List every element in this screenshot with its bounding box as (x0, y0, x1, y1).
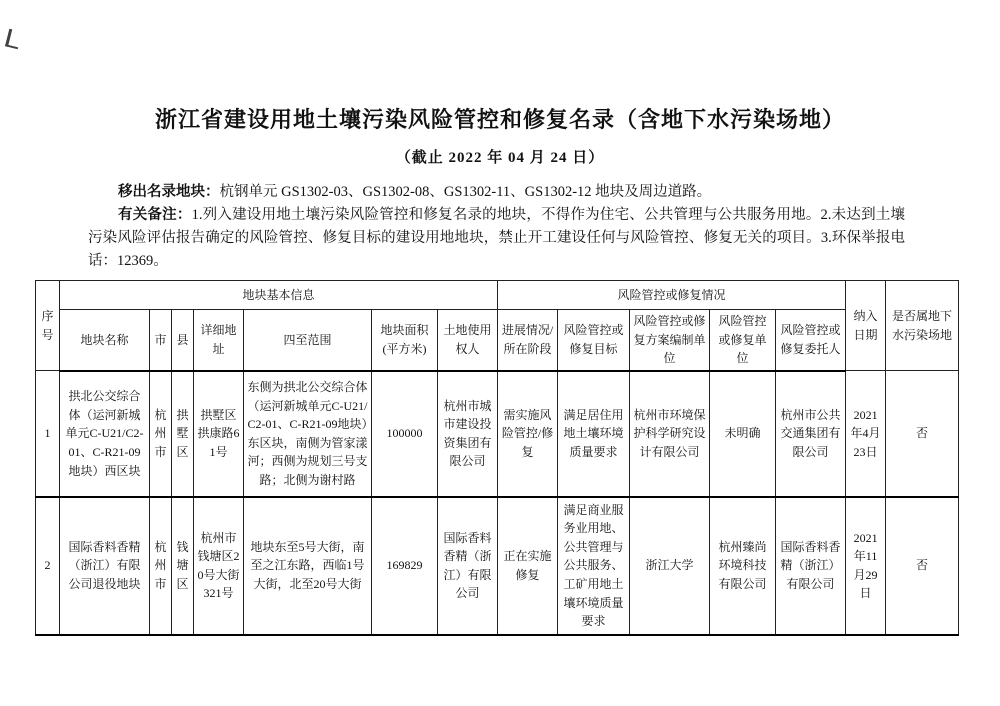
header-target: 风险管控或修复目标 (558, 310, 630, 371)
cell-address: 杭州市钱塘区20号大街321号 (194, 497, 244, 635)
cell-groundwater: 否 (886, 497, 959, 635)
cell-progress: 需实施风险管控/修复 (498, 371, 558, 497)
cell-target: 满足商业服务业用地、公共管理与公共服务、工矿用地土壤环境质量要求 (558, 497, 630, 635)
cell-repair-unit: 杭州臻尚环境科技有限公司 (710, 497, 776, 635)
cell-county: 拱墅区 (172, 371, 194, 497)
cell-client: 国际香料香精（浙江）有限公司 (776, 497, 846, 635)
cell-land-user: 国际香料香精（浙江）有限公司 (438, 497, 498, 635)
cell-plan-unit: 浙江大学 (630, 497, 710, 635)
page-title: 浙江省建设用地土壤污染风险管控和修复名录（含地下水污染场地） (154, 107, 845, 132)
header-plot-name: 地块名称 (60, 310, 150, 371)
header-county: 县 (172, 310, 194, 371)
cell-city: 杭州市 (150, 497, 172, 635)
cell-target: 满足居住用地土壤环境质量要求 (558, 371, 630, 497)
cell-plot-name: 拱北公交综合体（运河新城单元C-U21/C2-01、C-R21-09地块）西区块 (60, 371, 150, 497)
header-risk-group: 风险管控或修复情况 (498, 281, 846, 310)
header-group-row (36, 281, 959, 310)
header-boundary: 四至范围 (244, 310, 372, 371)
header-progress: 进展情况/所在阶段 (498, 310, 558, 371)
header-address: 详细地址 (194, 310, 244, 371)
scan-artifact (5, 29, 22, 50)
notes-text: 1.列入建设用地土壤污染风险管控和修复名录的地块，不得作为住宅、公共管理与公共服务用地。2.未达到土壤污染风险评估报告确定的风险管控、修复目标的建设用地地块，禁止开工建设任何与风险管控、修复无关的项目。3.环保举报电话：12369。 (88, 207, 905, 269)
cell-area: 169829 (372, 497, 438, 635)
records-table (35, 280, 959, 636)
cell-date: 2021年11月29日 (846, 497, 886, 635)
cell-seq: 1 (36, 371, 60, 497)
cell-client: 杭州市公共交通集团有限公司 (776, 371, 846, 497)
removed-plots-line (88, 181, 905, 204)
notes-line (88, 204, 905, 273)
header-sub-row (36, 310, 959, 371)
cell-area: 100000 (372, 371, 438, 497)
cell-date: 2021年4月23日 (846, 371, 886, 497)
cell-boundary: 东侧为拱北公交综合体（运河新城单元C-U21/C2-01、C-R21-09地块）东区块，南侧为管家漾河；西侧为规划三号支路；北侧为谢村路 (244, 371, 372, 497)
removed-plots-text: 杭钢单元 GS1302-03、GS1302-08、GS1302-11、GS1302-12 地块及周边道路。 (219, 184, 712, 200)
table-row (36, 371, 959, 497)
cell-repair-unit: 未明确 (710, 371, 776, 497)
cell-groundwater: 否 (886, 371, 959, 497)
cell-address: 拱墅区拱康路61号 (194, 371, 244, 497)
header-seq: 序号 (36, 281, 60, 371)
cell-city: 杭州市 (150, 371, 172, 497)
header-basic-group: 地块基本信息 (60, 281, 498, 310)
cell-plot-name: 国际香料香精（浙江）有限公司退役地块 (60, 497, 150, 635)
header-repair-unit: 风险管控或修复单位 (710, 310, 776, 371)
notes-label: 有关备注： (118, 207, 192, 223)
header-land-user: 土地使用权人 (438, 310, 498, 371)
header-city: 市 (150, 310, 172, 371)
table-header (36, 281, 959, 371)
cell-plan-unit: 杭州市环境保护科学研究设计有限公司 (630, 371, 710, 497)
cell-county: 钱塘区 (172, 497, 194, 635)
header-date: 纳入日期 (846, 281, 886, 371)
cell-seq: 2 (36, 497, 60, 635)
table-row (36, 497, 959, 635)
header-groundwater: 是否属地下水污染场地 (886, 281, 959, 371)
cell-boundary: 地块东至5号大街，南至之江东路，西临1号大街，北至20号大街 (244, 497, 372, 635)
page-subtitle: （截止 2022 年 04 月 24 日） (395, 150, 605, 166)
cell-progress: 正在实施修复 (498, 497, 558, 635)
header-area: 地块面积(平方米) (372, 310, 438, 371)
preamble (88, 181, 905, 273)
header-client: 风险管控或修复委托人 (776, 310, 846, 371)
cell-land-user: 杭州市城市建设投资集团有限公司 (438, 371, 498, 497)
removed-plots-label: 移出名录地块： (118, 184, 220, 200)
header-plan-unit: 风险管控或修复方案编制单位 (630, 310, 710, 371)
